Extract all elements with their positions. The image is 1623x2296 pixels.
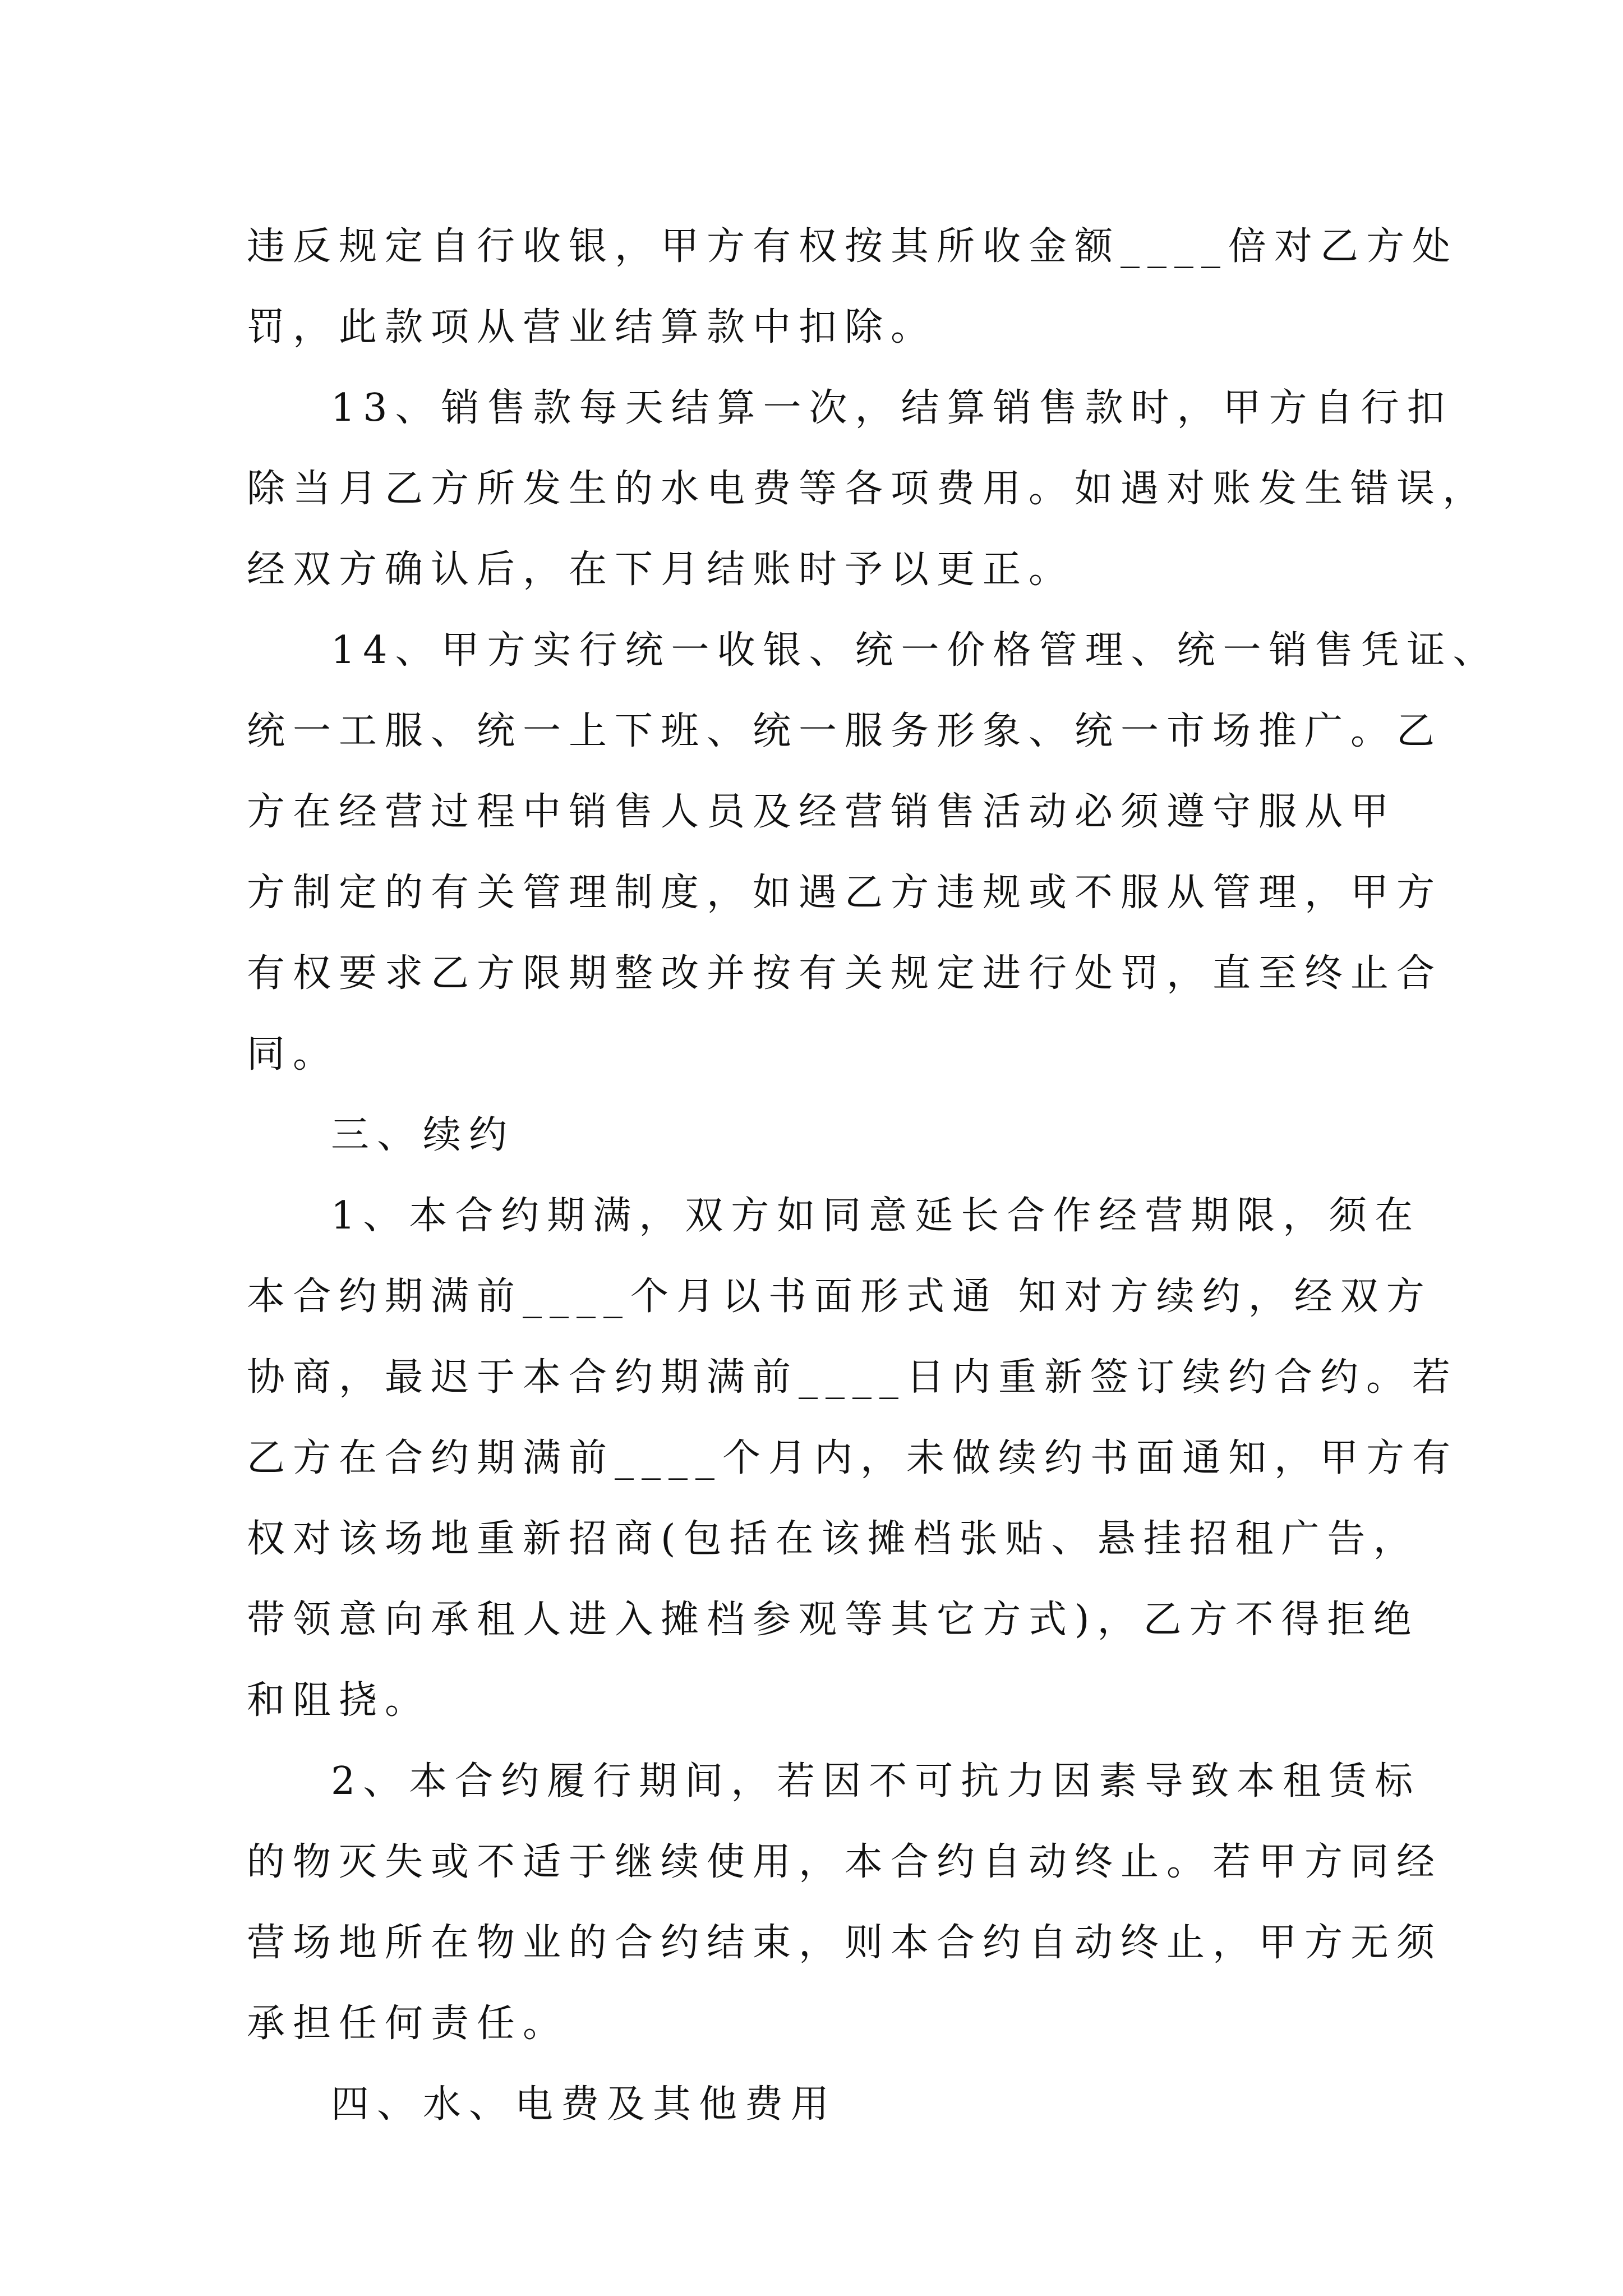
text-line: 方在经营过程中销售人员及经营销售活动必须遵守服从甲 (247, 790, 1397, 834)
text-line: 协商，最迟于本合约期满前____日内重新签订续约合约。若 (247, 1355, 1459, 1400)
text-line: 统一工服、统一上下班、统一服务形象、统一市场推广。乙 (247, 709, 1443, 753)
text-line: 同。 (247, 1032, 339, 1076)
clause-13-line: 13、销售款每天结算一次，结算销售款时，甲方自行扣 (331, 386, 1453, 430)
text-line: 本合约期满前____个月以书面形式通 知对方续约，经双方 (247, 1274, 1432, 1319)
text-line: 方制定的有关管理制度，如遇乙方违规或不服从管理，甲方 (247, 871, 1443, 915)
text-line: 营场地所在物业的合约结束，则本合约自动终止，甲方无须 (247, 1921, 1443, 1965)
renewal-clause-2-line: 2、本合约履行期间，若因不可抗力因素导致本租赁标 (331, 1759, 1421, 1803)
document-body (247, 206, 1499, 2145)
text-line: 除当月乙方所发生的水电费等各项费用。如遇对账发生错误， (247, 467, 1489, 511)
text-line: 乙方在合约期满前____个月内，未做续约书面通知，甲方有 (247, 1436, 1459, 1480)
text-line: 经双方确认后，在下月结账时予以更正。 (247, 547, 1075, 592)
text-line: 的物灭失或不适于继续使用，本合约自动终止。若甲方同经 (247, 1840, 1443, 1884)
text-line: 和阻挠。 (247, 1678, 431, 1723)
section-heading-fees: 四、水、电费及其他费用 (331, 2082, 837, 2127)
text-line: 罚，此款项从营业结算款中扣除。 (247, 305, 937, 349)
text-line: 带领意向承租人进入摊档参观等其它方式)，乙方不得拒绝 (247, 1598, 1419, 1642)
text-line: 有权要求乙方限期整改并按有关规定进行处罚，直至终止合 (247, 951, 1443, 996)
section-heading-renewal: 三、续约 (331, 1113, 515, 1157)
renewal-clause-1-line: 1、本合约期满，双方如同意延长合作经营期限，须在 (331, 1194, 1421, 1238)
clause-14-line: 14、甲方实行统一收银、统一价格管理、统一销售凭证、 (331, 628, 1499, 673)
text-line: 违反规定自行收银，甲方有权按其所收金额____倍对乙方处 (247, 224, 1459, 269)
text-line: 承担任何责任。 (247, 2001, 569, 2046)
text-line: 权对该场地重新招商(包括在该摊档张贴、悬挂招租广告， (247, 1517, 1419, 1561)
